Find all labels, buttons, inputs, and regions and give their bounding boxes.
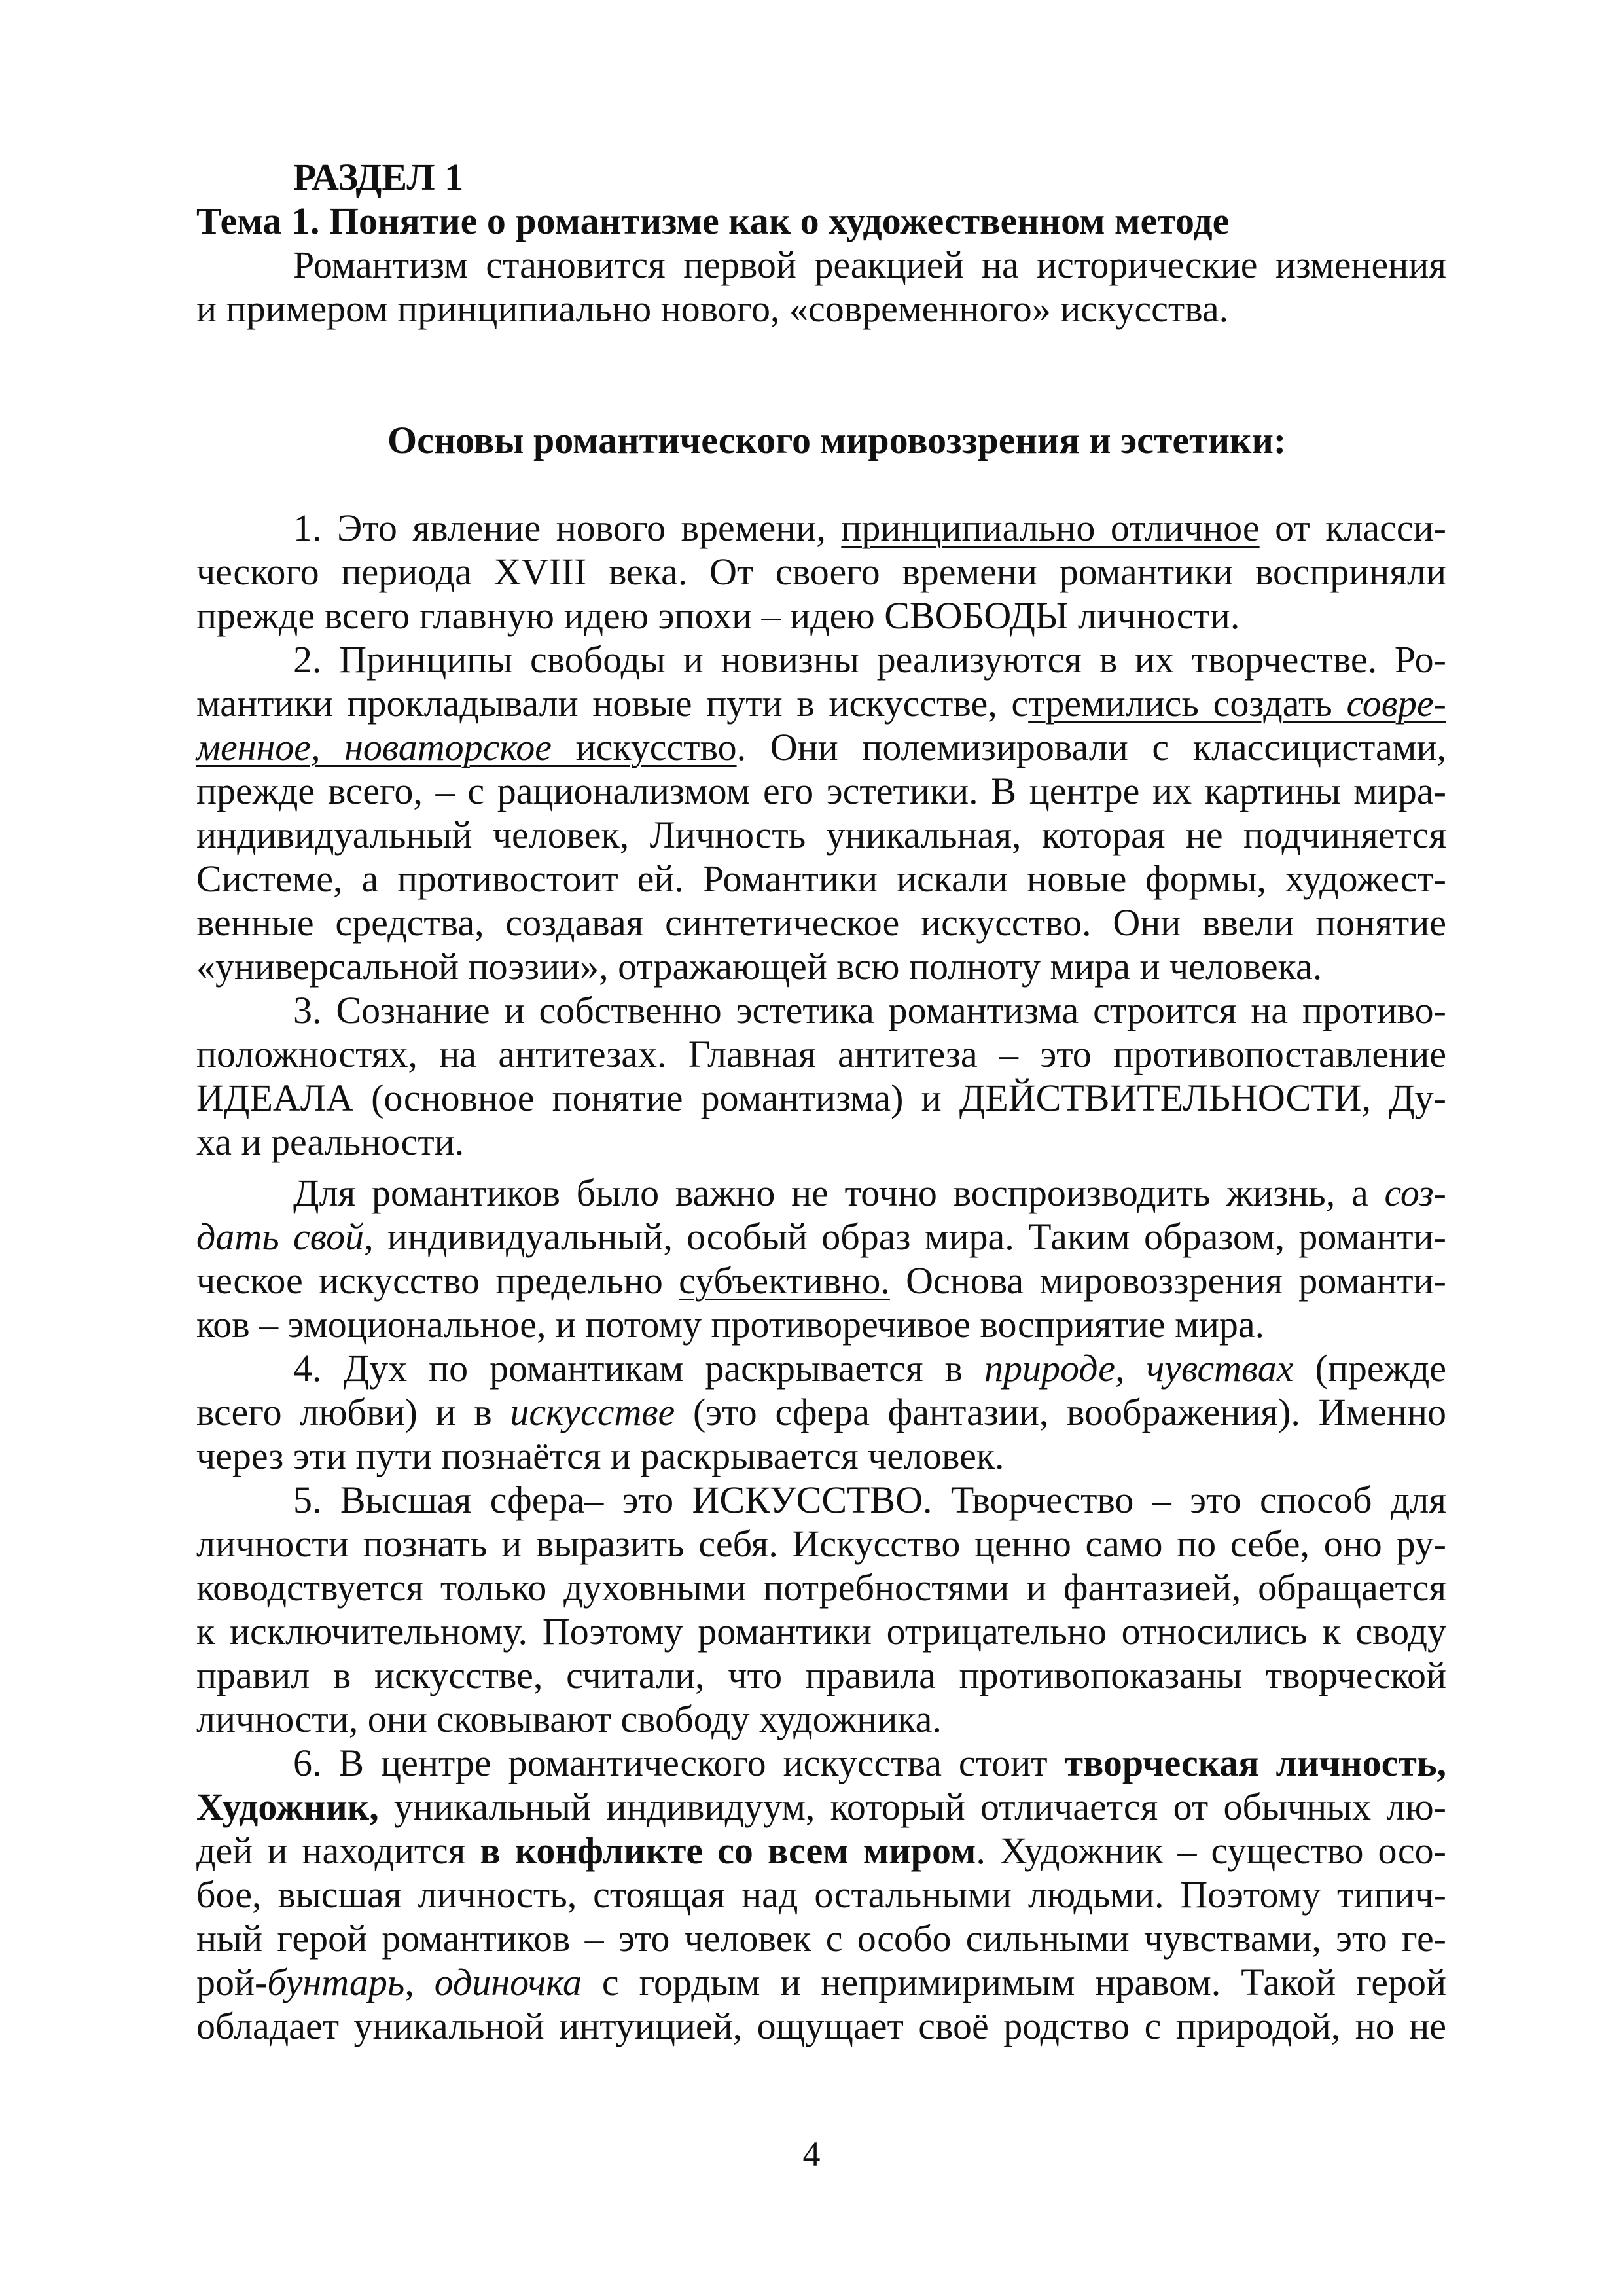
paragraph-line: всего любви) и в искусстве (это сфера фантазии, воображения). Именно: [196, 1391, 1446, 1433]
paragraph-line: ческого периода XVIII века. От своего времени романтики восприняли: [196, 550, 1446, 593]
paragraph-line: мантики прокладывали новые пути в искусстве, стремились создать совре-: [196, 682, 1446, 725]
paragraph-line: 6. В центре романтического искусства стоит творческая личность,: [293, 1742, 1446, 1784]
paragraph-line: 1. Это явление нового времени, принципиально отличное от класси-: [293, 507, 1446, 549]
paragraph-line: «универсальной поэзии», отражающей всю полноту мира и человека.: [196, 945, 1323, 988]
intro-line: Романтизм становится первой реакцией на исторические изменения: [293, 243, 1446, 286]
paragraph-line: менное, новаторское искусство. Они полемизировали с классицистами,: [196, 726, 1446, 768]
paragraph-line: 4. Дух по романтикам раскрывается в природе, чувствах (прежде: [293, 1347, 1446, 1390]
paragraph-line: обладает уникальной интуицией, ощущает своё родство с природой, но не: [196, 2005, 1446, 2047]
paragraph-line: дей и находится в конфликте со всем миром. Художник – существо осо-: [196, 1829, 1446, 1872]
paragraph-line: Для романтиков было важно не точно воспроизводить жизнь, а соз-: [293, 1172, 1446, 1214]
paragraph-line: к исключительному. Поэтому романтики отрицательно относились к своду: [196, 1610, 1446, 1653]
topic-title: Тема 1. Понятие о романтизме как о художественном методе: [196, 200, 1230, 242]
page-number: 4: [802, 2134, 821, 2174]
paragraph-line: 2. Принципы свободы и новизны реализуются в их творчестве. Ро-: [293, 638, 1446, 681]
paragraph-line: ИДЕАЛА (основное понятие романтизма) и ДЕЙСТВИТЕЛЬНОСТИ, Ду-: [196, 1077, 1446, 1119]
paragraph-line: личности, они сковывают свободу художника.: [196, 1698, 942, 1740]
paragraph-line: индивидуальный человек, Личность уникальная, которая не подчиняется: [196, 814, 1446, 856]
paragraph-line: Системе, а противостоит ей. Романтики искали новые формы, художест-: [196, 857, 1446, 900]
subheading: Основы романтического мировоззрения и эстетики:: [387, 419, 1287, 461]
paragraph-line: 3. Сознание и собственно эстетика романтизма строится на противо-: [293, 989, 1446, 1031]
paragraph-line: через эти пути познаётся и раскрывается человек.: [196, 1435, 1005, 1477]
paragraph-line: прежде всего, – с рационализмом его эстетики. В центре их картины мира-: [196, 770, 1446, 812]
paragraph-line: бое, высшая личность, стоящая над остальными людьми. Поэтому типич-: [196, 1873, 1446, 1916]
paragraph-line: личности познать и выразить себя. Искусство ценно само по себе, оно ру-: [196, 1522, 1446, 1565]
section-heading: РАЗДЕЛ 1: [293, 156, 464, 198]
paragraph-line: ков – эмоциональное, и потому противоречивое восприятие мира.: [196, 1303, 1265, 1346]
paragraph-line: ха и реальности.: [196, 1121, 465, 1163]
paragraph-line: ководствуется только духовными потребностями и фантазией, обращается: [196, 1566, 1446, 1609]
paragraph-line: дать свой, индивидуальный, особый образ мира. Таким образом, романти-: [196, 1215, 1446, 1258]
paragraph-line: Художник, уникальный индивидуум, который отличается от обычных лю-: [196, 1785, 1446, 1828]
intro-line: и примером принципиально нового, «современного» искусства.: [196, 287, 1229, 330]
paragraph-line: ный герой романтиков – это человек с особо сильными чувствами, это ге-: [196, 1917, 1446, 1960]
paragraph-line: прежде всего главную идею эпохи – идею СВОБОДЫ личности.: [196, 594, 1240, 637]
paragraph-line: правил в искусстве, считали, что правила противопоказаны творческой: [196, 1654, 1446, 1696]
paragraph-line: положностях, на антитезах. Главная антитеза – это противопоставление: [196, 1033, 1446, 1075]
paragraph-line: ческое искусство предельно субъективно. Основа мировоззрения романти-: [196, 1259, 1446, 1302]
paragraph-line: венные средства, создавая синтетическое искусство. Они ввели понятие: [196, 901, 1446, 944]
paragraph-line: 5. Высшая сфера– это ИСКУССТВО. Творчество – это способ для: [293, 1479, 1446, 1521]
paragraph-line: рой-бунтарь, одиночка с гордым и непримиримым нравом. Такой герой: [196, 1961, 1446, 2003]
